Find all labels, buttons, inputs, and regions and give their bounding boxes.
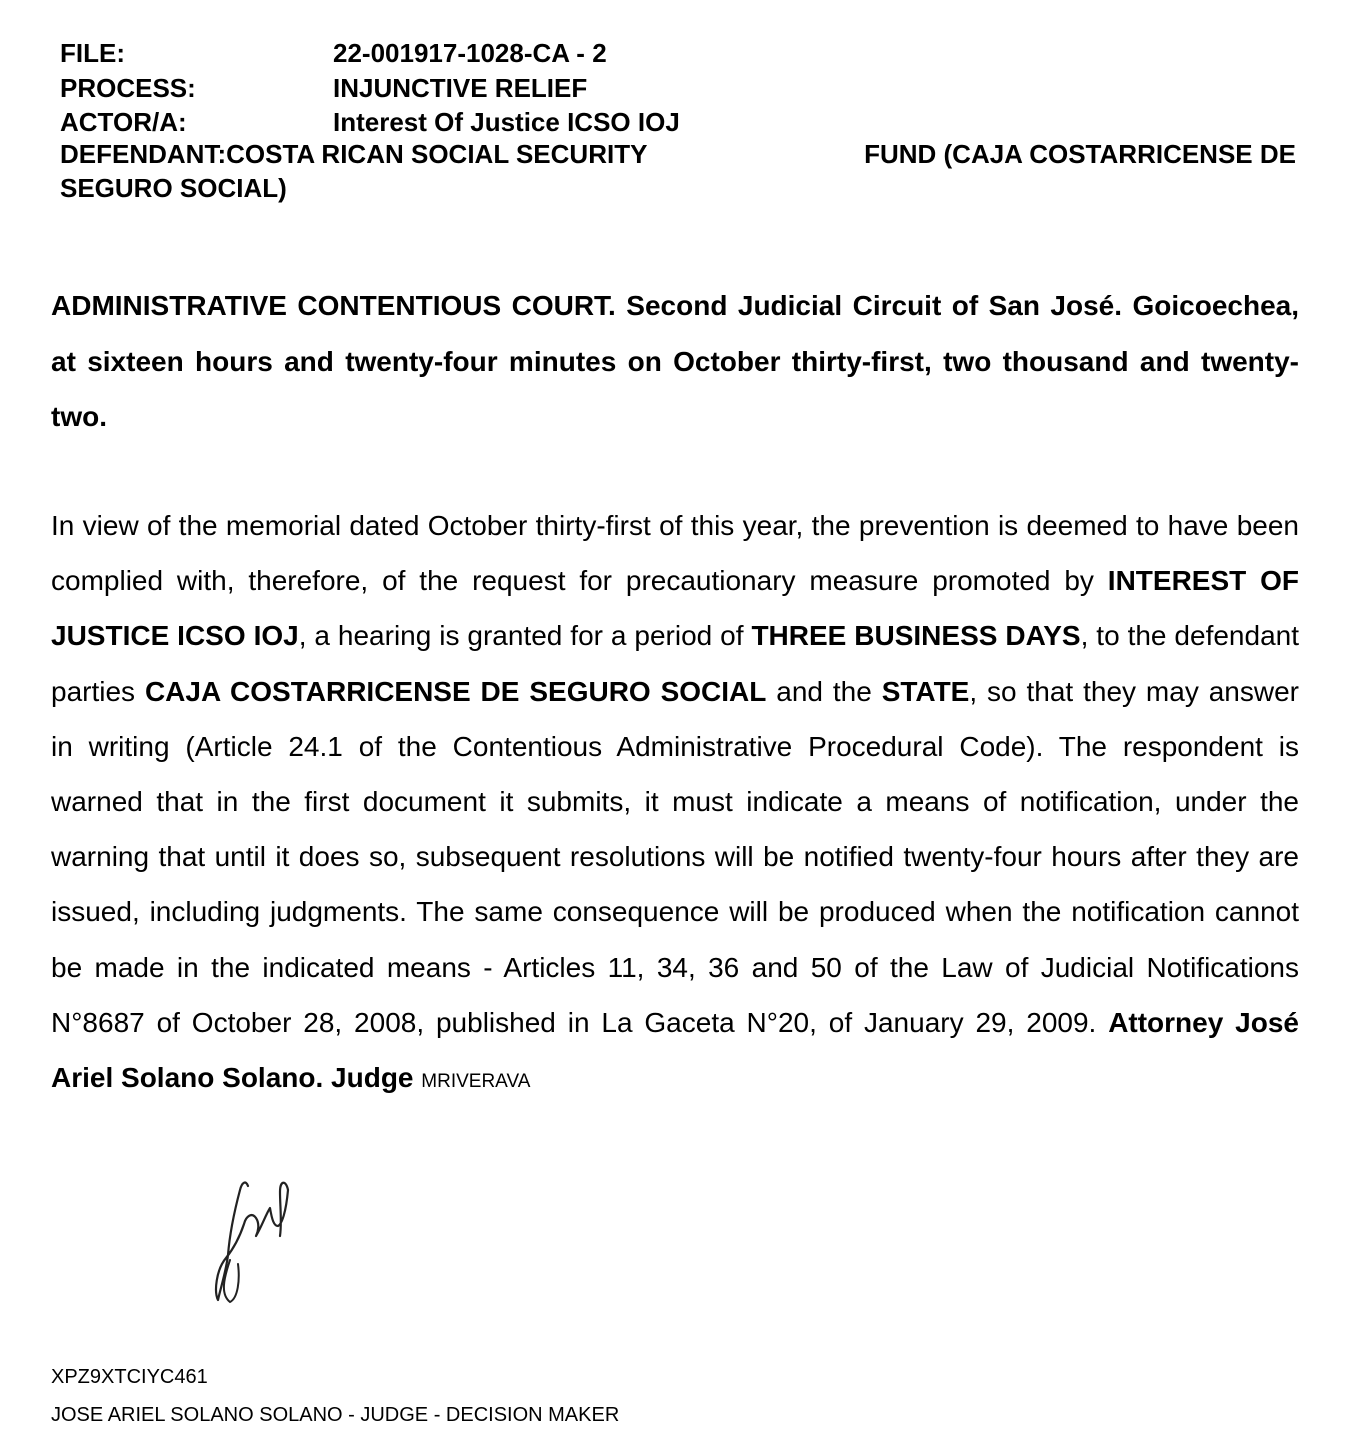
process-label: PROCESS:	[60, 73, 196, 103]
judge-signature	[200, 1160, 310, 1305]
body-text: , so that they may answer in writing (Article 24.1 of the Contentious Administrative Procedural Code). The respondent is warned that in the first document it submits, it must indicate a means of notification, under the warning that until it does so, subsequent resolutions will be notified twenty-four hours after they are issued, including judgments. The same consequence will be produced when the notification cannot be made in the indicated means - Articles 11, 34, 36 and 50 of the Law of Judicial Notifications N°8687 of October 28, 2008, published in La Gaceta N°20, of January 29, 2009.	[51, 675, 1299, 1038]
clerk-initials: MRIVERAVA	[421, 1071, 531, 1093]
defendant-row	[60, 141, 1296, 167]
actor-name: INTEREST OF JUSTICE ICSO IOJ	[51, 565, 1299, 652]
hearing-period: THREE BUSINESS DAYS	[751, 620, 1081, 652]
signer-line: JOSE ARIEL SOLANO SOLANO - JUDGE - DECISION MAKER	[51, 1404, 620, 1426]
body-text: , to the defendant parties	[51, 620, 1299, 707]
state-party: STATE	[881, 675, 970, 707]
file-label: FILE:	[60, 38, 125, 68]
judge-name: Attorney José Ariel Solano Solano. Judge	[51, 1006, 1299, 1094]
actor-label: ACTOR/A:	[60, 107, 187, 137]
defendant-value-end: SEGURO SOCIAL)	[60, 173, 287, 203]
document-code: XPZ9XTCIYC461	[51, 1366, 208, 1388]
court-heading: ADMINISTRATIVE CONTENTIOUS COURT. Second Judicial Circuit of San José. Goicoechea, at sixteen hours and twenty-four minutes on October thirty-first, two thousand and twenty-two.	[51, 290, 1299, 432]
defendant-name: CAJA COSTARRICENSE DE SEGURO SOCIAL	[144, 675, 767, 707]
defendant-label-value: DEFENDANT:COSTA RICAN SOCIAL SECURITY	[60, 139, 648, 169]
body-text: , a hearing is granted for a period of	[298, 620, 752, 652]
resolution-body	[51, 498, 1299, 1109]
body-text: and the	[766, 675, 882, 707]
defendant-value-continued: FUND (CAJA COSTARRICENSE DE	[864, 139, 1296, 169]
file-number: 22-001917-1028-CA - 2	[333, 38, 607, 68]
process-value: INJUNCTIVE RELIEF	[333, 73, 588, 103]
actor-value: Interest Of Justice ICSO IOJ	[333, 107, 680, 137]
body-text: In view of the memorial dated October thirty-first of this year, the prevention is deemed to have been complied with, therefore, of the request for precautionary measure promoted by	[51, 510, 1299, 597]
